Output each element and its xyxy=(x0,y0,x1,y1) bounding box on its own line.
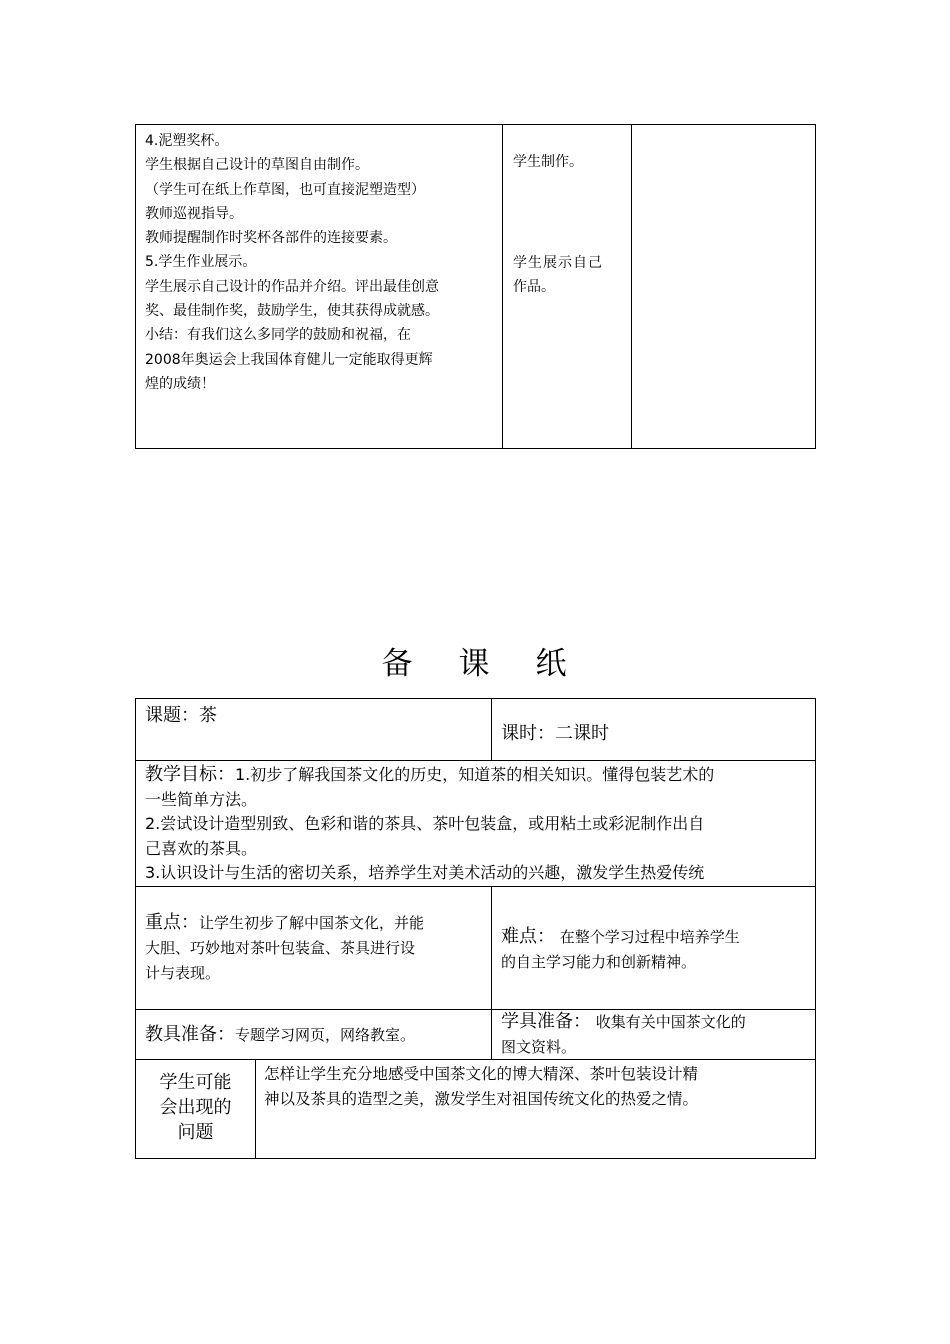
text-line: 学生展示自己设计的作品并介绍。评出最佳创意 xyxy=(145,278,439,295)
teacher-tools-cell xyxy=(145,1020,415,1046)
text-line: 教师提醒制作时奖杯各部件的连接要素。 xyxy=(145,230,397,247)
column-divider xyxy=(255,1059,256,1158)
lesson-steps-table xyxy=(135,124,816,449)
key-label: 重点： xyxy=(145,912,199,933)
text-line: 5.学生作业展示。 xyxy=(145,254,257,271)
topic-label: 课题： xyxy=(145,705,199,726)
problems-label: 问题 xyxy=(177,1122,214,1143)
problems-text: 神以及茶具的造型之美，激发学生对祖国传统文化的热爱之情。 xyxy=(264,1090,699,1108)
lesson-plan-table xyxy=(135,698,816,1159)
text-line: 2008年奥运会上我国体育健儿一定能取得更辉 xyxy=(145,351,433,368)
difficulty-label: 难点： xyxy=(501,926,555,947)
goals-cell xyxy=(145,763,810,886)
problems-label: 会出现的 xyxy=(159,1097,232,1118)
text-line: 学生根据自己设计的草图自由制作。 xyxy=(145,157,369,174)
title-char: 课 xyxy=(458,646,492,682)
student-tools-text: 图文资料。 xyxy=(501,1038,577,1056)
problems-text: 怎样让学生充分地感受中国茶文化的博大精深、茶叶包装设计精 xyxy=(264,1065,699,1083)
key-text: 计与表现。 xyxy=(145,964,221,982)
problems-label-cell xyxy=(136,1070,255,1145)
goals-line-1 xyxy=(145,763,810,788)
title-char: 备 xyxy=(381,646,415,682)
teacher-activity-cell xyxy=(145,129,503,396)
teacher-tools-value: 专题学习网页，网络教室。 xyxy=(235,1026,416,1044)
student-activity-1 xyxy=(513,150,631,174)
difficulty-cell xyxy=(501,924,811,975)
title-char: 纸 xyxy=(535,646,569,682)
row-divider xyxy=(136,886,815,887)
key-text: 让学生初步了解中国茶文化，并能 xyxy=(199,914,425,932)
period-value: 二课时 xyxy=(555,723,609,744)
topic-cell xyxy=(145,701,217,727)
period-cell xyxy=(501,719,609,745)
text-line: 学生展示自己 xyxy=(513,255,603,271)
student-tools-cell xyxy=(501,1009,811,1060)
goals-label: 教学目标： xyxy=(145,764,235,785)
text-line: 教师巡视指导。 xyxy=(145,205,243,222)
problems-label: 学生可能 xyxy=(159,1072,232,1093)
goals-line-4: 己喜欢的茶具。 xyxy=(145,838,258,858)
text-line: 小结：有我们这么多同学的鼓励和祝福，在 xyxy=(145,327,411,344)
period-label: 课时： xyxy=(501,723,555,744)
column-divider xyxy=(631,125,632,448)
text-line: （学生可在纸上作草图，也可直接泥塑造型） xyxy=(145,181,425,198)
column-divider xyxy=(491,699,492,760)
teacher-tools-label: 教具准备： xyxy=(145,1024,235,1045)
student-tools-label: 学具准备： xyxy=(501,1011,591,1032)
text-line: 作品。 xyxy=(513,279,555,295)
student-tools-text: 收集有关中国茶文化的 xyxy=(591,1013,746,1031)
goals-line-2: 一些简单方法。 xyxy=(145,789,258,809)
key-points-cell xyxy=(145,910,485,986)
student-activity-2 xyxy=(513,251,631,299)
difficulty-text: 的自主学习能力和创新精神。 xyxy=(501,953,697,971)
text-line: 学生制作。 xyxy=(513,154,583,170)
text-line: 4.泥塑奖杯。 xyxy=(145,133,229,149)
key-text: 大胆、巧妙地对茶叶包装盒、茶具进行设 xyxy=(145,939,416,957)
goals-line-3: 2.尝试设计造型别致、色彩和谐的茶具、茶叶包装盒，或用粘土或彩泥制作出自 xyxy=(145,814,705,834)
text-line: 奖、最佳制作奖，鼓励学生，使其获得成就感。 xyxy=(145,303,439,320)
topic-value: 茶 xyxy=(199,705,217,726)
row-divider xyxy=(136,760,815,761)
difficulty-text: 在整个学习过程中培养学生 xyxy=(555,928,740,946)
column-divider xyxy=(491,886,492,1059)
goals-line-5: 3.认识设计与生活的密切关系，培养学生对美术活动的兴趣，激发学生热爱传统 xyxy=(145,863,705,883)
text-line: 煌的成绩！ xyxy=(145,375,215,392)
problems-text-cell xyxy=(264,1062,814,1112)
goals-text: 1.初步了解我国茶文化的历史，知道茶的相关知识。懂得包装艺术的 xyxy=(235,765,715,784)
page-title xyxy=(0,638,950,683)
